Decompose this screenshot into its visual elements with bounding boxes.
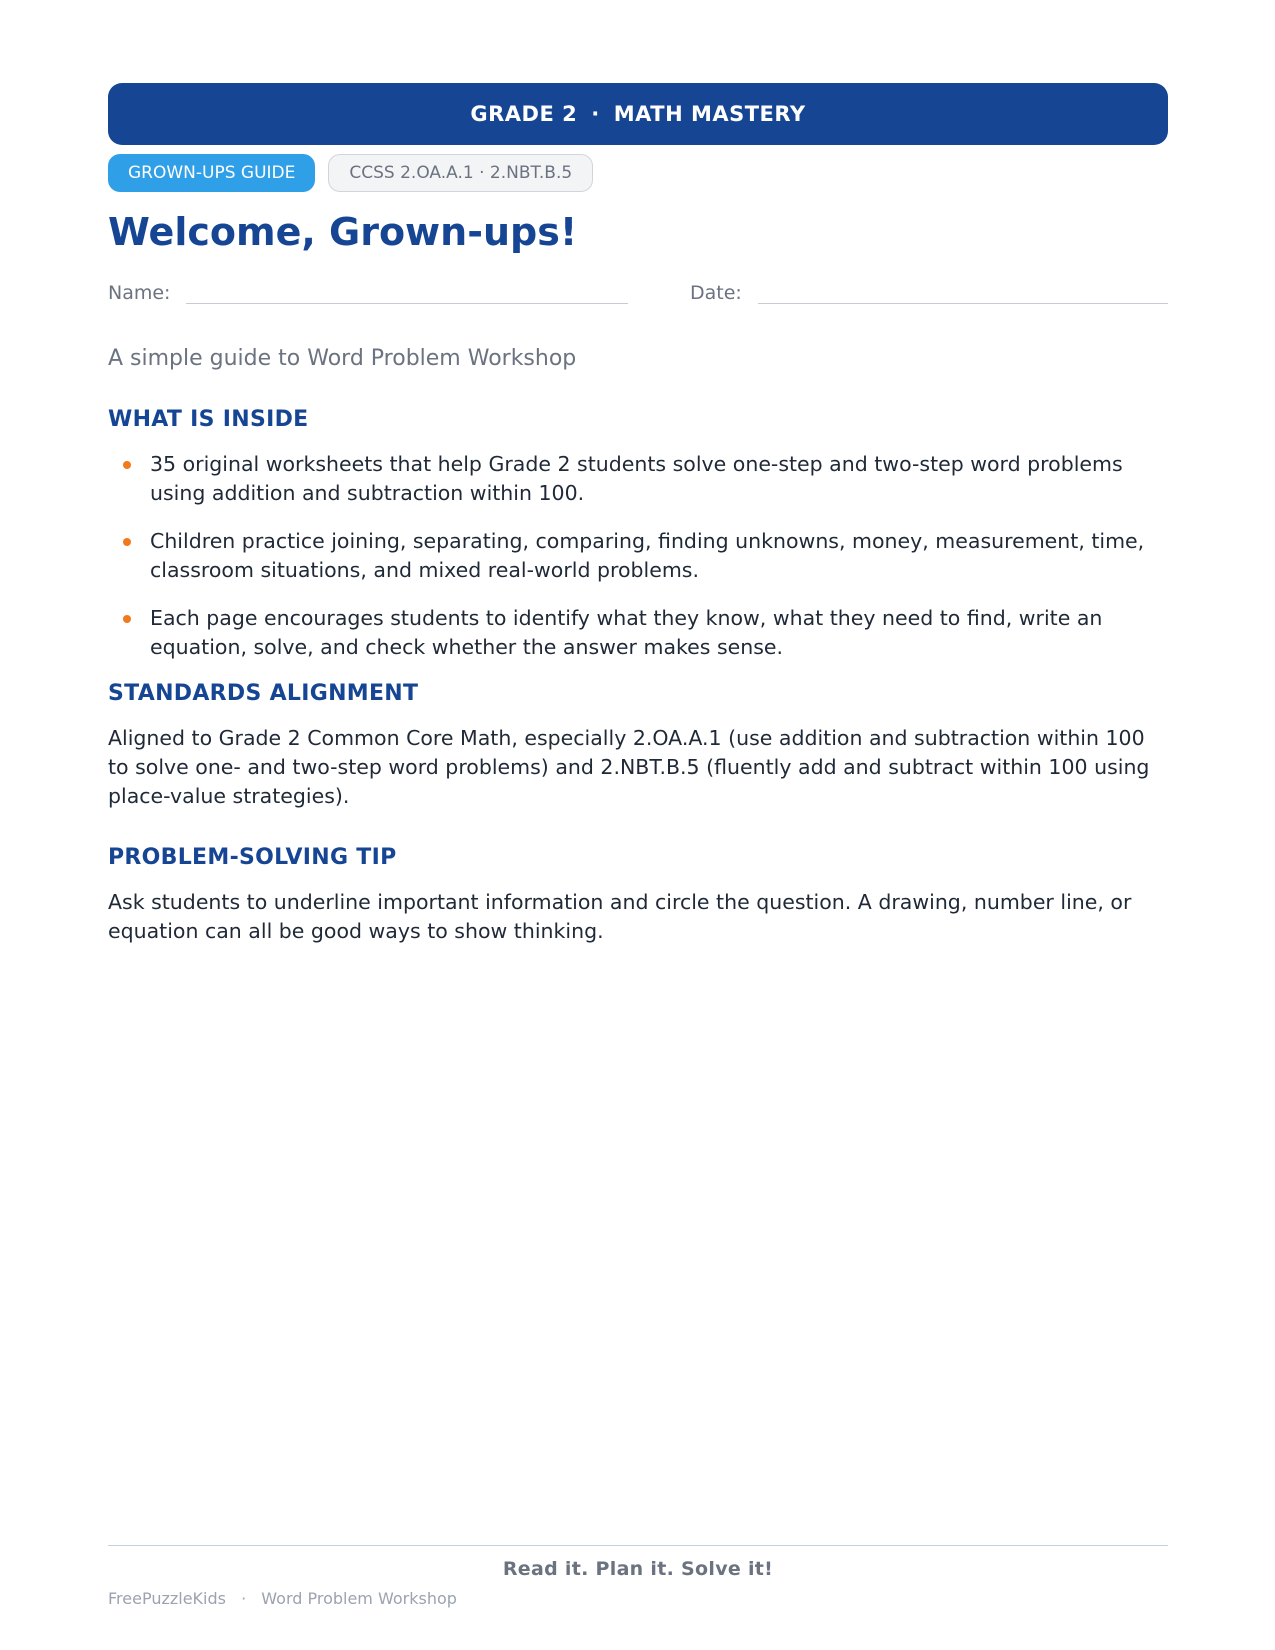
name-label: Name: xyxy=(108,281,171,304)
bullet-dot-icon xyxy=(123,615,131,623)
date-line xyxy=(758,285,1168,304)
banner-series: MATH MASTERY xyxy=(613,102,806,126)
footer-slogan: Read it. Plan it. Solve it! xyxy=(502,1558,774,1580)
section-heading-standards: STANDARDS ALIGNMENT xyxy=(108,680,419,706)
footer-separator: · xyxy=(241,1589,247,1608)
date-field xyxy=(690,282,1168,304)
list-item xyxy=(108,450,1168,508)
name-date-fields xyxy=(108,282,1168,304)
page-footer xyxy=(108,1545,1168,1608)
section-heading-inside: WHAT IS INSIDE xyxy=(108,406,309,432)
standards-paragraph: Aligned to Grade 2 Common Core Math, especially 2.OA.A.1 (use addition and subtraction within 100 to solve one- and two-step word problems) and 2.NBT.B.5 (fluently add and subtract within 100 using place-value strategies). xyxy=(108,725,1150,808)
name-line xyxy=(186,285,628,304)
tag-row xyxy=(108,154,1168,192)
date-label: Date: xyxy=(690,281,742,304)
list-item-text: 35 original worksheets that help Grade 2 students solve one-step and two-step word problems using addition and subtraction within 100. xyxy=(150,451,1123,505)
page-title: Welcome, Grown-ups! xyxy=(108,210,578,254)
footer-brand: FreePuzzleKids xyxy=(108,1589,226,1608)
section-heading-tip: PROBLEM-SOLVING TIP xyxy=(108,844,397,870)
banner-grade: GRADE 2 xyxy=(470,102,578,126)
guide-tag: GROWN-UPS GUIDE xyxy=(108,154,315,192)
bullet-dot-icon xyxy=(123,538,131,546)
inside-list xyxy=(108,450,1168,662)
name-field xyxy=(108,282,628,304)
worksheet-page xyxy=(108,83,1168,946)
tip-paragraph: Ask students to underline important information and circle the question. A drawing, number line, or equation can all be good ways to show thinking. xyxy=(108,889,1132,943)
list-item-text: Each page encourages students to identify what they know, what they need to find, write an equation, solve, and check whether the answer makes sense. xyxy=(150,605,1103,659)
header-banner xyxy=(108,83,1168,145)
page-subtitle: A simple guide to Word Problem Workshop xyxy=(108,345,577,371)
standards-tag: CCSS 2.OA.A.1 · 2.NBT.B.5 xyxy=(328,154,593,192)
list-item xyxy=(108,604,1168,662)
bullet-dot-icon xyxy=(123,461,131,469)
footer-product: Word Problem Workshop xyxy=(261,1589,457,1608)
footer-credit xyxy=(108,1589,1168,1608)
list-item-text: Children practice joining, separating, comparing, finding unknowns, money, measurement, time, classroom situations, and mixed real-world problems. xyxy=(150,528,1145,582)
banner-separator: · xyxy=(591,102,600,126)
list-item xyxy=(108,527,1168,585)
